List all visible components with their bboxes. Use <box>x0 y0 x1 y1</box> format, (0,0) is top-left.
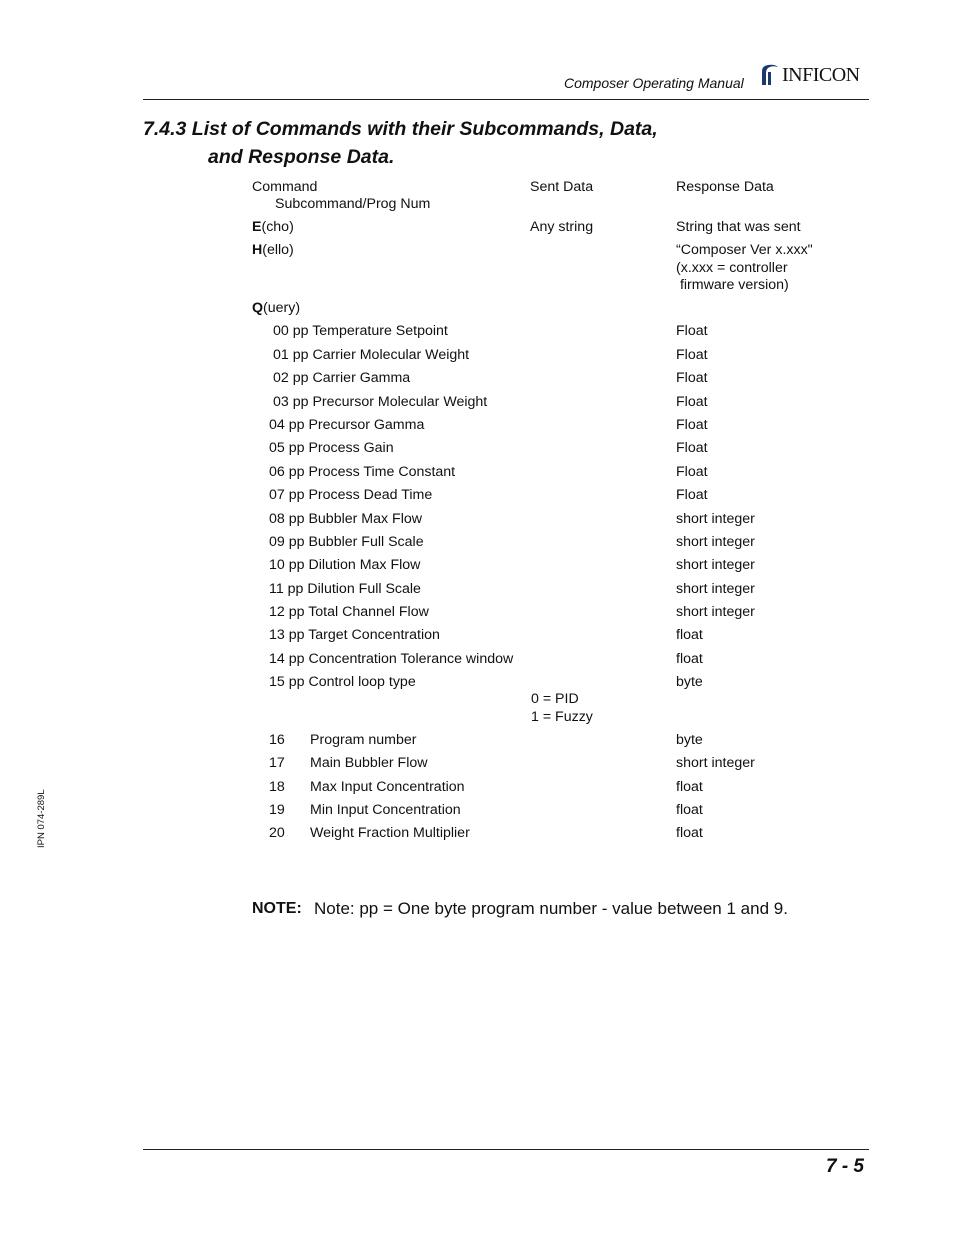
subcommand-label: 03 pp Precursor Molecular Weight <box>273 394 488 410</box>
hello-command: H(ello) <box>252 242 294 258</box>
subcommand-label: 05 pp Process Gain <box>269 440 394 456</box>
subcommand-label: Program number <box>310 732 417 748</box>
subcommand-number: 16 <box>269 732 285 748</box>
subcommand-response: byte <box>676 732 703 748</box>
subcommand-response: short integer <box>676 534 755 550</box>
col-response-data: Response Data <box>676 179 774 195</box>
note-label: NOTE: <box>252 900 302 917</box>
subcommand-response: float <box>676 651 703 667</box>
header-rule <box>143 99 869 100</box>
col-sent-data: Sent Data <box>530 179 594 195</box>
echo-response: String that was sent <box>676 219 801 235</box>
subcommand-label: 06 pp Process Time Constant <box>269 464 456 480</box>
subcommand-response: Float <box>676 347 708 363</box>
footer-rule <box>143 1149 869 1150</box>
page-number: 7 - 5 <box>825 1156 864 1177</box>
subcommand-response: Float <box>676 464 708 480</box>
subcommand-response: byte <box>676 674 703 690</box>
subcommand-label: 04 pp Precursor Gamma <box>269 417 425 433</box>
logo-wordmark: INFICON <box>782 63 860 86</box>
subcommand-label: 01 pp Carrier Molecular Weight <box>273 347 470 363</box>
subcommand-response: float <box>676 779 703 795</box>
subcommand-label: 13 pp Target Concentration <box>269 627 440 643</box>
col-subcommand: Subcommand/Prog Num <box>275 196 431 212</box>
subcommand-response: short integer <box>676 755 755 771</box>
subcommand-response: Float <box>676 487 708 503</box>
subcommand-label: Max Input Concentration <box>310 779 465 795</box>
subcommand-label: 09 pp Bubbler Full Scale <box>269 534 424 550</box>
col-command: Command <box>252 179 318 195</box>
subcommand-response: float <box>676 825 703 841</box>
hello-response-line: “Composer Ver x.xxx" <box>676 242 813 258</box>
subcommand-response: Float <box>676 417 708 433</box>
section-heading-line1: 7.4.3 List of Commands with their Subcommands, Data, <box>143 118 658 140</box>
subcommand-response: short integer <box>676 604 755 620</box>
manual-title: Composer Operating Manual <box>564 75 744 91</box>
subcommand-label: Weight Fraction Multiplier <box>310 825 470 841</box>
subcommand-label: 00 pp Temperature Setpoint <box>273 323 448 339</box>
echo-command: E(cho) <box>252 219 294 235</box>
subcommand-label: 02 pp Carrier Gamma <box>273 370 411 386</box>
subcommand-label: 11 pp Dilution Full Scale <box>269 581 421 597</box>
subcommand-response: short integer <box>676 581 755 597</box>
control-loop-option: 1 = Fuzzy <box>531 709 593 725</box>
control-loop-option: 0 = PID <box>531 691 579 707</box>
inficon-swoosh-icon <box>758 63 780 87</box>
subcommand-label: 14 pp Concentration Tolerance window <box>269 651 514 667</box>
subcommand-response: float <box>676 627 703 643</box>
subcommand-response: float <box>676 802 703 818</box>
subcommand-response: short integer <box>676 557 755 573</box>
ipn-label: IPN 074-289L <box>36 789 47 848</box>
subcommand-response: Float <box>676 323 708 339</box>
subcommand-label: 07 pp Process Dead Time <box>269 487 433 503</box>
subcommand-response: short integer <box>676 511 755 527</box>
hello-response-line: firmware version) <box>676 277 789 293</box>
note-text: Note: pp = One byte program number - value between 1 and 9. <box>314 899 788 918</box>
subcommand-response: Float <box>676 370 708 386</box>
hello-response-line: (x.xxx = controller <box>676 260 788 276</box>
subcommand-label: 10 pp Dilution Max Flow <box>269 557 421 573</box>
subcommand-number: 17 <box>269 755 285 771</box>
subcommand-response: Float <box>676 440 708 456</box>
subcommand-response: Float <box>676 394 708 410</box>
subcommand-label: 12 pp Total Channel Flow <box>269 604 429 620</box>
subcommand-label: Min Input Concentration <box>310 802 461 818</box>
subcommand-label: 08 pp Bubbler Max Flow <box>269 511 422 527</box>
subcommand-label: Main Bubbler Flow <box>310 755 428 771</box>
query-command: Q(uery) <box>252 300 301 316</box>
subcommand-number: 19 <box>269 802 285 818</box>
subcommand-number: 20 <box>269 825 285 841</box>
section-heading-line2: and Response Data. <box>208 146 395 168</box>
subcommand-label: 15 pp Control loop type <box>269 674 416 690</box>
subcommand-number: 18 <box>269 779 285 795</box>
inficon-logo <box>758 62 870 88</box>
echo-sent: Any string <box>530 219 594 235</box>
